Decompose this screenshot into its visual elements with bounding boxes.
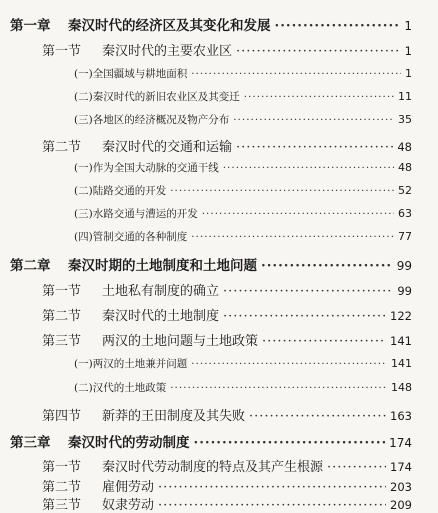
toc-section [0, 330, 438, 349]
toc-subsection [0, 356, 438, 371]
toc-subsection [0, 183, 438, 198]
toc-leader-dots [158, 480, 386, 495]
toc-section [0, 405, 438, 424]
toc-leader-dots [194, 435, 386, 451]
toc-number: 第一章 [10, 18, 51, 34]
toc-page-number: 203 [390, 480, 412, 494]
toc-title: 秦汉时代的经济区及其变化和发展 [68, 18, 271, 34]
toc-subsection [0, 160, 438, 175]
toc-section [0, 305, 438, 324]
toc-title: 秦汉时代的劳动制度 [68, 435, 190, 451]
toc-leader-dots [249, 409, 386, 424]
toc-subsection [0, 89, 438, 104]
toc-page-number: 1 [405, 67, 412, 80]
toc-title: 土地私有制度的确立 [102, 284, 220, 299]
toc-subsection [0, 229, 438, 244]
toc-leader-dots [158, 498, 386, 513]
toc-leader-dots [191, 68, 401, 80]
toc-page-number: 48 [397, 140, 412, 154]
toc-number: 第一节 [42, 460, 82, 475]
toc-title: 秦汉时代劳动制度的特点及其产生根源 [102, 460, 324, 475]
toc-page-number: 1 [404, 44, 412, 58]
toc-page-number: 141 [391, 357, 412, 370]
toc-leader-dots [223, 162, 394, 174]
toc-number: 第一节 [42, 284, 82, 299]
toc-number: 第三节 [42, 334, 82, 349]
toc-title: (二)陆路交通的开发 [74, 185, 167, 197]
toc-page-number: 163 [390, 409, 412, 423]
toc-page-number: 52 [398, 184, 412, 197]
toc-page-number: 63 [398, 207, 412, 220]
toc-page-number: 174 [389, 436, 412, 450]
toc-chapter-2 [0, 254, 438, 274]
toc-leader-dots [327, 460, 386, 475]
toc-leader-dots [223, 284, 393, 299]
toc-leader-dots [244, 91, 394, 103]
toc-page-number: 99 [397, 284, 412, 298]
toc-number: 第二节 [42, 480, 82, 495]
toc-title: (三)水路交通与漕运的开发 [74, 208, 198, 220]
toc-title: 两汉的土地问题与土地政策 [102, 334, 259, 349]
toc-chapter-3 [0, 431, 438, 451]
toc-section [0, 136, 438, 155]
toc-number: 第四节 [42, 409, 82, 424]
toc-leader-dots [170, 382, 387, 394]
toc-leader-dots [202, 208, 394, 220]
toc-page-number: 148 [391, 381, 412, 394]
toc-leader-dots [236, 44, 401, 59]
toc-title: 秦汉时期的土地制度和土地问题 [68, 258, 257, 274]
toc-page-number: 77 [398, 230, 412, 243]
toc-leader-dots [233, 114, 394, 126]
toc-page-number: 1 [404, 19, 412, 33]
toc-number: 第二节 [42, 140, 82, 155]
toc-leader-dots [262, 334, 386, 349]
toc-leader-dots [261, 258, 393, 274]
toc-page-number: 35 [398, 113, 412, 126]
toc-title: (二)汉代的土地政策 [74, 382, 167, 394]
toc-number: 第三节 [42, 498, 82, 513]
toc-section [0, 494, 438, 513]
toc-page-number: 141 [390, 334, 412, 348]
toc-title: 新莽的王田制度及其失败 [102, 409, 246, 424]
toc-page-number: 122 [390, 309, 412, 323]
toc-subsection [0, 206, 438, 221]
toc-title: 秦汉时代的交通和运输 [102, 140, 233, 155]
toc-subsection [0, 66, 438, 81]
toc-title: 秦汉时代的主要农业区 [102, 44, 233, 59]
toc-section [0, 476, 438, 495]
toc-subsection [0, 112, 438, 127]
toc-title: 雇佣劳动 [102, 480, 155, 495]
toc-leader-dots [170, 185, 394, 197]
toc-title: 奴隶劳动 [102, 498, 155, 513]
toc-page-number: 209 [390, 498, 412, 512]
toc-title: (一)两汉的土地兼并问题 [74, 358, 188, 370]
toc-page-number: 48 [398, 161, 412, 174]
toc-title: (一)全国疆域与耕地面积 [74, 68, 188, 80]
toc-number: 第二节 [42, 309, 82, 324]
toc-title: 秦汉时代的土地制度 [102, 309, 220, 324]
toc-page-number: 99 [396, 259, 412, 273]
toc-leader-dots [236, 140, 393, 155]
toc-title: (四)管制交通的各种制度 [74, 231, 188, 243]
toc-number: 第三章 [10, 435, 51, 451]
toc-section [0, 456, 438, 475]
toc-leader-dots [191, 231, 394, 243]
toc-leader-dots [275, 18, 401, 34]
toc-title: (一)作为全国大动脉的交通干线 [74, 162, 219, 174]
toc-title: (三)各地区的经济概况及物产分布 [74, 114, 230, 126]
toc-title: (二)秦汉时代的新旧农业区及其变迁 [74, 91, 240, 103]
toc-page-number: 174 [390, 460, 412, 474]
toc-section [0, 280, 438, 299]
toc-chapter-1 [0, 14, 438, 34]
toc-number: 第一节 [42, 44, 82, 59]
toc-leader-dots [223, 309, 386, 324]
toc-subsection [0, 380, 438, 395]
toc-section [0, 40, 438, 59]
toc-leader-dots [191, 358, 387, 370]
toc-number: 第二章 [10, 258, 51, 274]
toc-page-number: 11 [398, 90, 412, 103]
